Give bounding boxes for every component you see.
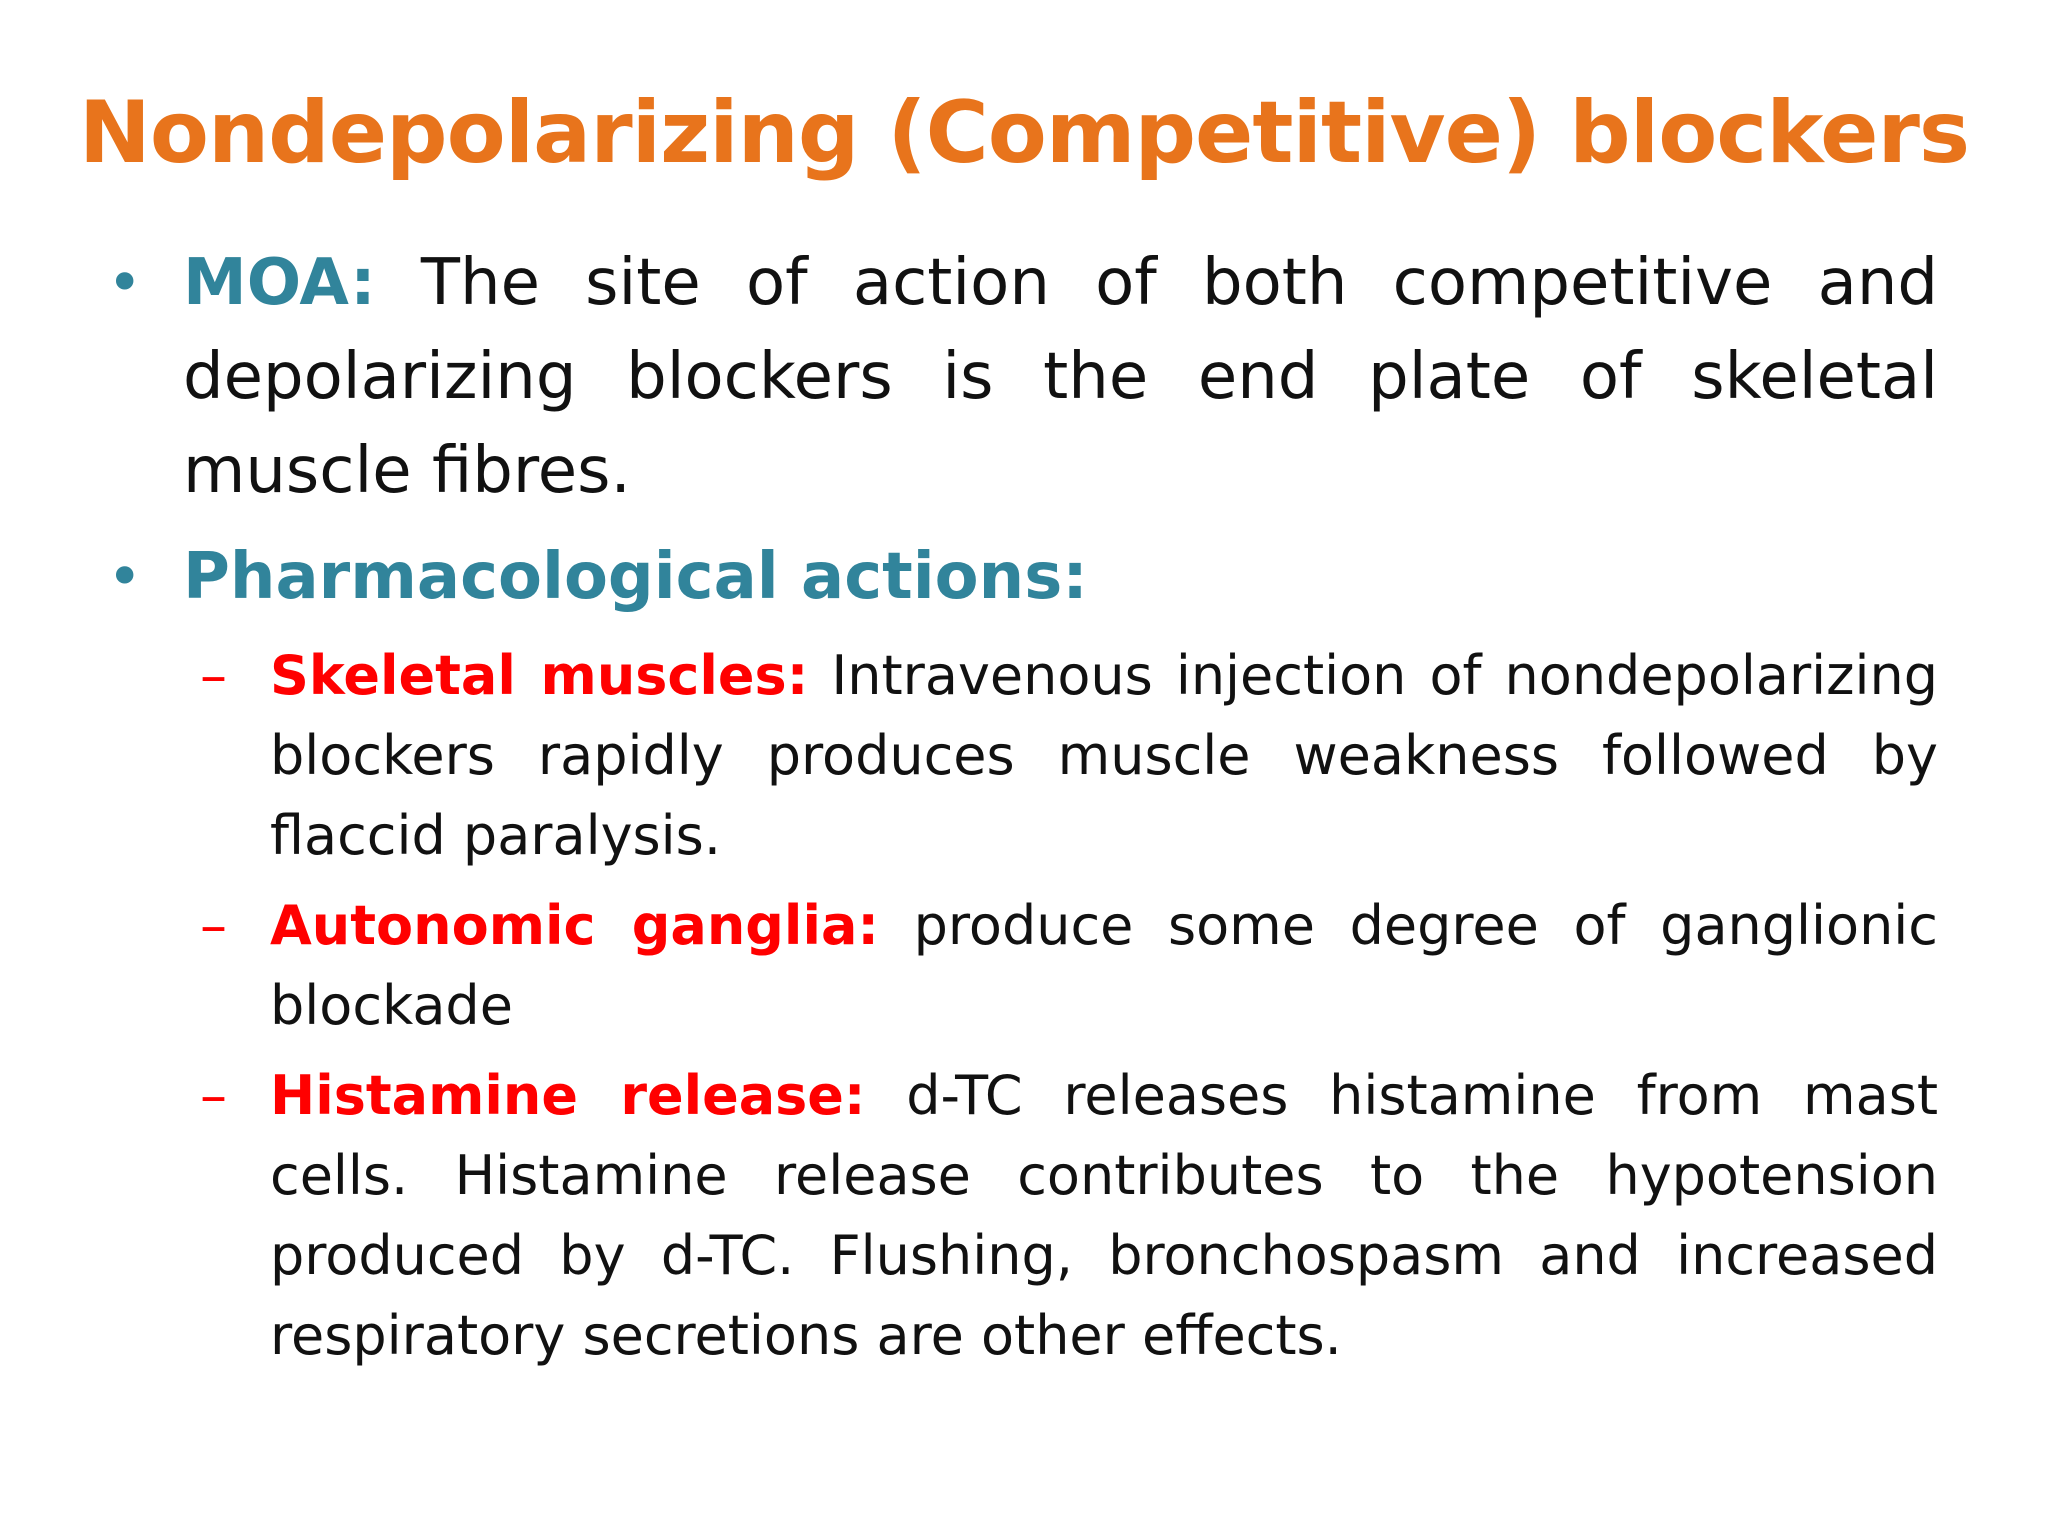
sub-label-skeletal-muscles: Skeletal muscles: xyxy=(270,644,809,707)
bullet-dot-icon: • xyxy=(107,248,143,318)
dash-icon: – xyxy=(200,644,227,707)
sub-text-skeletal-muscles: Intravenous injection of nondepolarizing blockers rapidly produces muscle weakness followed by flaccid paralysis. xyxy=(270,644,1939,867)
slide-title: Nondepolarizing (Competitive) blockers xyxy=(78,83,1970,183)
sub-label-autonomic-ganglia: Autonomic ganglia: xyxy=(270,894,879,957)
dash-icon: – xyxy=(200,894,227,957)
sub-text-autonomic-ganglia: produce some degree of ganglionic blockade xyxy=(270,894,1939,1037)
dash-icon: – xyxy=(200,1064,227,1127)
bullet-dot-icon: • xyxy=(107,542,143,612)
sub-item-skeletal-muscles xyxy=(200,636,1939,876)
sub-text-histamine-release: d-TC releases histamine from mast cells. Histamine release contributes to the hypotension produced by d-TC. Flushing, bronchospasm and increased respiratory secretions are other effects. xyxy=(270,1064,1939,1367)
sub-label-histamine-release: Histamine release: xyxy=(270,1064,866,1127)
sub-item-histamine-release xyxy=(200,1056,1939,1376)
bullet-pharmacological-actions xyxy=(107,530,1938,624)
sub-item-autonomic-ganglia xyxy=(200,886,1939,1046)
bullet-label-pharmacological-actions: Pharmacological actions: xyxy=(183,540,1088,614)
slide-content xyxy=(0,236,2048,1386)
bullet-moa xyxy=(107,236,1938,518)
bullet-text-moa: The site of action of both competitive and depolarizing blockers is the end plate of skeletal muscle fibres. xyxy=(183,246,1938,508)
bullet-label-moa: MOA: xyxy=(183,246,376,320)
